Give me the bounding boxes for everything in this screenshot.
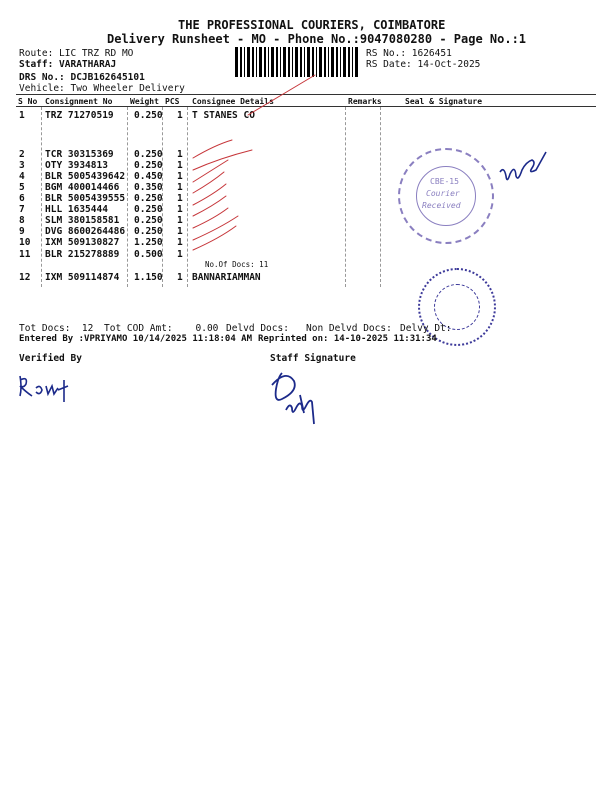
cell-cons: OTY 3934813: [45, 160, 108, 171]
rs-date: RS Date: 14-Oct-2025: [366, 59, 481, 70]
cell-pcs: 1: [177, 193, 183, 204]
cell-weight: 0.250: [134, 110, 163, 121]
cell-weight: 0.450: [134, 171, 163, 182]
cell-pcs: 1: [177, 110, 183, 121]
route-label: Route: LIC TRZ RD MO: [19, 48, 134, 59]
cell-cons: BLR 5005439555: [45, 193, 126, 204]
drs-number: DRS No.: DCJB162645101: [19, 72, 145, 83]
verified-by-label: Verified By: [19, 353, 82, 364]
cell-pcs: 1: [177, 149, 183, 160]
cell-sno: 2: [19, 149, 25, 160]
cell-weight: 0.250: [134, 193, 163, 204]
cell-weight: 0.250: [134, 204, 163, 215]
reprinted-on: Reprinted on: 14-10-2025 11:31:34: [258, 334, 437, 344]
cell-weight: 0.250: [134, 149, 163, 160]
cell-pcs: 1: [177, 204, 183, 215]
rs-number: RS No.: 1626451: [366, 48, 452, 59]
col-consignment: Consignment No: [45, 97, 113, 106]
cell-pcs: 1: [177, 215, 183, 226]
staff-signature-label: Staff Signature: [270, 353, 356, 364]
stamp-line-2: Courier: [426, 189, 460, 198]
entered-by: Entered By :VPRIYAMO 10/14/2025 11:18:04 AM: [19, 334, 252, 344]
col-weight: Weight: [130, 97, 159, 106]
col-consignee: Consignee Details: [192, 97, 274, 106]
cell-cons: BLR 215278889: [45, 249, 120, 260]
cell-pcs: 1: [177, 160, 183, 171]
cell-sno: 11: [19, 249, 31, 260]
cell-sno: 6: [19, 193, 25, 204]
courier-received-stamp: [398, 148, 494, 244]
cell-cons: BGM 400014466: [45, 182, 120, 193]
col-pcs: PCS: [165, 97, 180, 106]
cell-sno: 10: [19, 237, 31, 248]
col-remarks: Remarks: [348, 97, 382, 106]
cell-sno: 5: [19, 182, 25, 193]
cell-sno: 3: [19, 160, 25, 171]
cell-weight: 0.500: [134, 249, 163, 260]
cell-weight: 1.250: [134, 237, 163, 248]
vehicle-label: Vehicle: Two Wheeler Delivery: [19, 83, 185, 94]
total-cod-amount: Tot COD Amt: 0.00: [104, 323, 219, 334]
cell-cons: TCR 30315369: [45, 149, 114, 160]
non-delivered-docs: Non Delvd Docs:: [306, 323, 392, 334]
col-sno: S No: [18, 97, 38, 106]
cell-cons: SLM 380158581: [45, 215, 120, 226]
stamp-line-3: Received: [422, 201, 461, 210]
cell-consignee: BANNARIAMMAN: [192, 272, 261, 283]
cell-sno: 7: [19, 204, 25, 215]
cell-cons: HLL 1635444: [45, 204, 108, 215]
cell-weight: 1.150: [134, 272, 163, 283]
cell-weight: 0.250: [134, 160, 163, 171]
cell-cons: IXM 509114874: [45, 272, 120, 283]
cell-cons: BLR 5005439642: [45, 171, 126, 182]
cell-pcs: 1: [177, 249, 183, 260]
cell-cons: TRZ 71270519: [45, 110, 114, 121]
col-seal: Seal & Signature: [405, 97, 483, 106]
no-of-docs: No.Of Docs: 11: [205, 260, 269, 269]
delivered-docs: Delvd Docs:: [226, 323, 289, 334]
cell-pcs: 1: [177, 182, 183, 193]
cell-weight: 0.250: [134, 215, 163, 226]
stamp-line-1: CBE-15: [430, 177, 459, 186]
cell-sno: 8: [19, 215, 25, 226]
cell-pcs: 1: [177, 171, 183, 182]
total-docs: Tot Docs: 12: [19, 323, 94, 334]
cell-sno: 1: [19, 110, 25, 121]
cell-sno: 9: [19, 226, 25, 237]
cell-pcs: 1: [177, 237, 183, 248]
cell-weight: 0.250: [134, 226, 163, 237]
delivery-date: Delvy Dt:: [400, 323, 452, 334]
staff-label: Staff: VARATHARAJ: [19, 59, 117, 70]
cell-consignee: T STANES CO: [192, 110, 255, 121]
cell-cons: IXM 509130827: [45, 237, 120, 248]
runsheet-title: Delivery Runsheet - MO - Phone No.:9047080280 - Page No.:1: [107, 32, 527, 46]
cell-sno: 4: [19, 171, 25, 182]
cell-pcs: 1: [177, 272, 183, 283]
cell-cons: DVG 8600264486: [45, 226, 126, 237]
company-name: THE PROFESSIONAL COURIERS, COIMBATORE: [178, 18, 446, 32]
cell-weight: 0.350: [134, 182, 163, 193]
cell-pcs: 1: [177, 226, 183, 237]
cell-sno: 12: [19, 272, 31, 283]
